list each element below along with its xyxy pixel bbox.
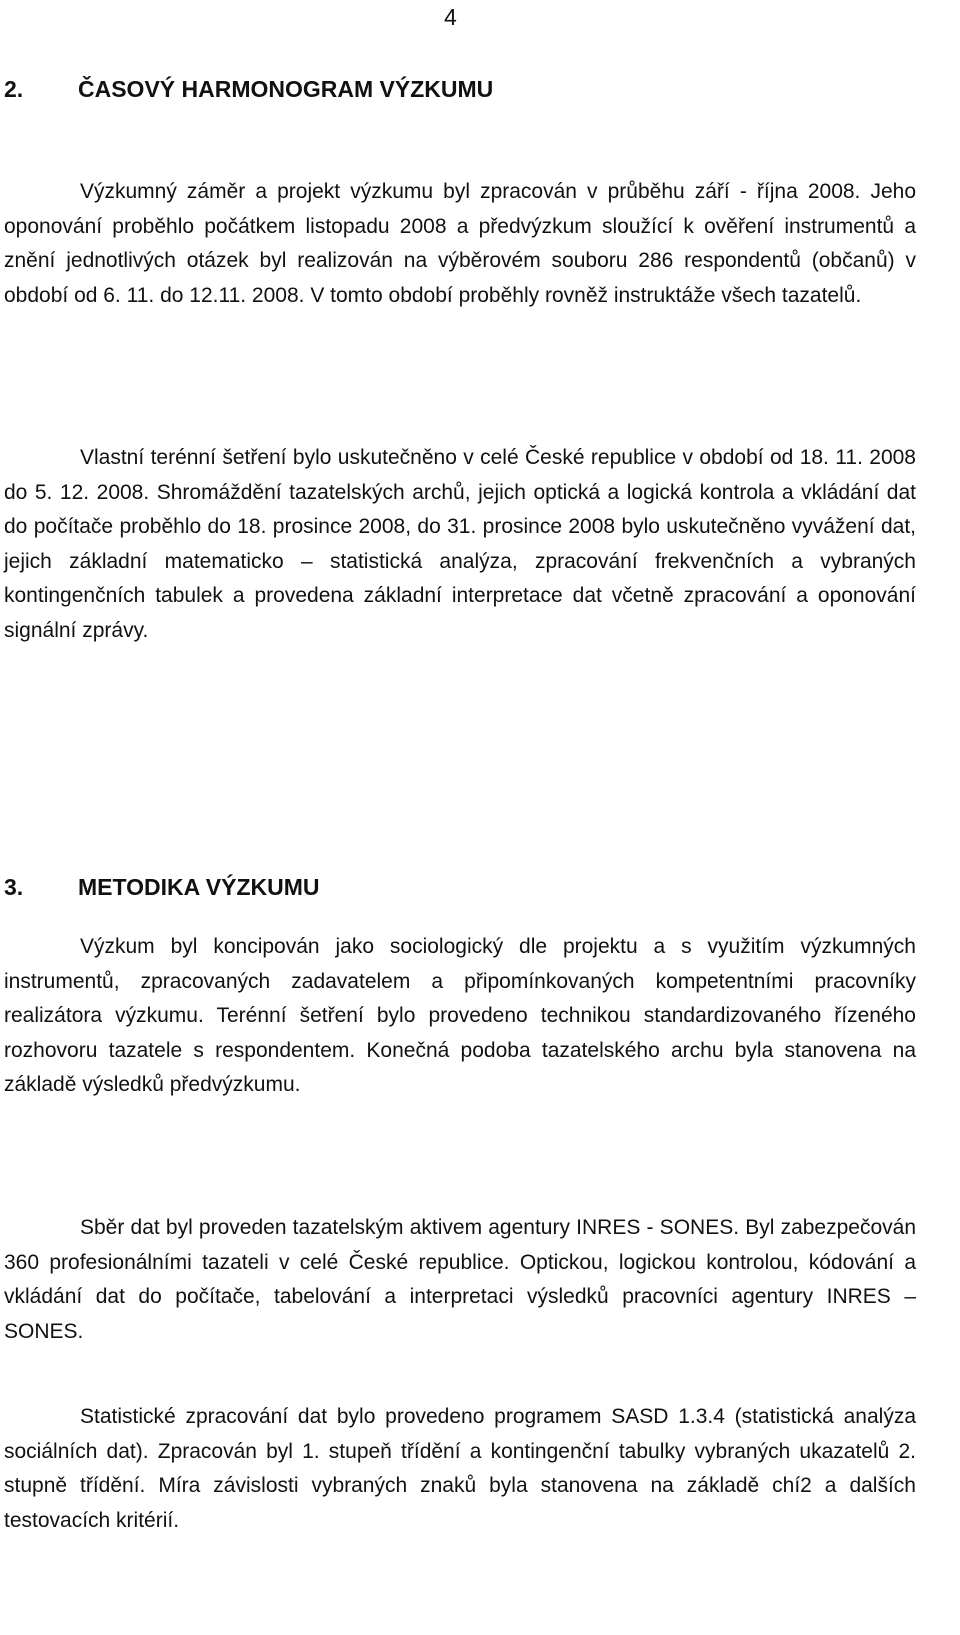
section-title: ČASOVÝ HARMONOGRAM VÝZKUMU [78,76,494,102]
section-number: 3. [4,874,24,900]
section-heading-2 [4,74,493,104]
page-number: 4 [444,4,457,30]
paragraph: Sběr dat byl proveden tazatelským aktivem agentury INRES - SONES. Byl zabezpečován 360 profesionálními tazateli v celé České republice. Optickou, logickou kontrolou, kódování a vkládání dat do počítače, tabelování a interpretaci výsledků pracovníci agentury INRES – SONES. [4,1216,916,1343]
paragraph: Statistické zpracování dat bylo provedeno programem SASD 1.3.4 (statistická analýza sociálních dat). Zpracován byl 1. stupeň třídění a kontingenční tabulky vybraných ukazatelů 2. stupně třídění. Míra závislosti vybraných znaků byla stanovena na základě chí2 a dalších testovacích kritérií. [4,1405,916,1532]
paragraph: Výzkum byl koncipován jako sociologický dle projektu a s využitím výzkumných instrumentů, zpracovaných zadavatelem a připomínkovaných kompetentními pracovníky realizátora výzkumu. Terénní šetření bylo provedeno technikou standardizovaného řízeného rozhovoru tazatele s respondentem. Konečná podoba tazatelského archu byla stanovena na základě výsledků předvýzkumu. [4,935,916,1097]
section-title: METODIKA VÝZKUMU [78,874,320,900]
section-number: 2. [4,76,24,102]
paragraph: Výzkumný záměr a projekt výzkumu byl zpracován v průběhu září - října 2008. Jeho oponování proběhlo počátkem listopadu 2008 a předvýzkum sloužící k ověření instrumentů a znění jednotlivých otázek byl realizován na výběrovém souboru 286 respondentů (občanů) v období od 6. 11. do 12.11. 2008. V tomto období proběhly rovněž instruktáže všech tazatelů. [4,180,916,307]
paragraph: Vlastní terénní šetření bylo uskutečněno v celé České republice v období od 18. 11. 2008 do 5. 12. 2008. Shromáždění tazatelských archů, jejich optická a logická kontrola a vkládání dat do počítače proběhlo do 18. prosince 2008, do 31. prosince 2008 bylo uskutečněno vyvážení dat, jejich základní matematicko – statistická analýza, zpracování frekvenčních a vybraných kontingenčních tabulek a provedena základní interpretace dat včetně zpracování a oponování signální zprávy. [4,446,916,642]
section-heading-3 [4,872,320,902]
